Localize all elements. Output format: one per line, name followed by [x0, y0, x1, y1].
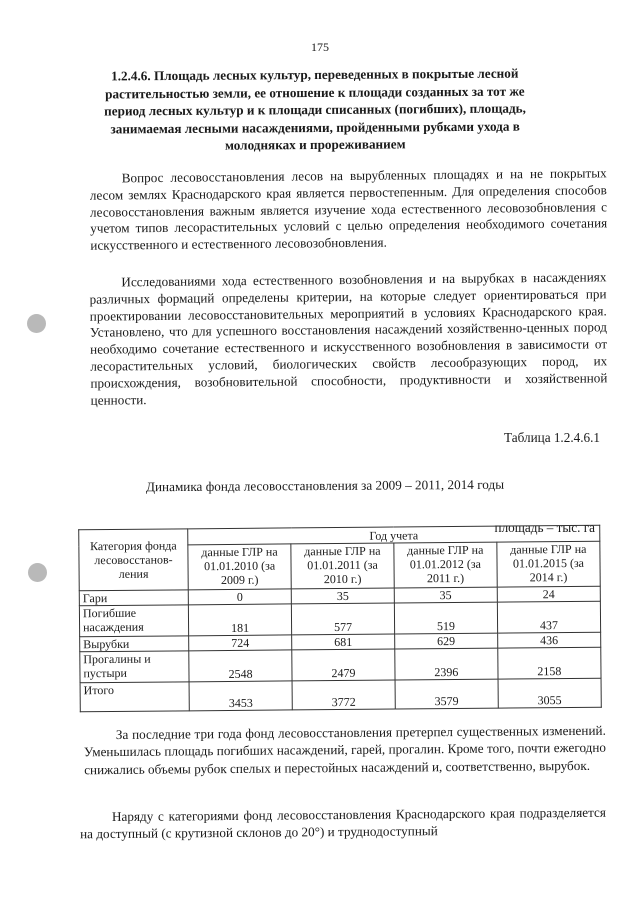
binder-hole-top	[27, 314, 46, 333]
paragraph-3: За последние три года фонд лесовосстановления претерпел существенных изменений. Уменьшилась площадь погибших насаждений, гарей, прогалин. Кроме того, почти ежегодно снижались объемы рубок спелых и перестойных насаждений и, соответственно, вырубок.	[83, 722, 607, 778]
table-cell: 629	[394, 633, 497, 649]
table-cell: 35	[291, 588, 394, 604]
column-header: данные ГЛР на 01.01.2012 (за 2011 г.)	[394, 542, 497, 588]
table-row	[79, 601, 600, 637]
table-cell: 35	[394, 587, 497, 603]
category-header: Категория фонда лесовосстанов-ления	[79, 529, 189, 591]
table-cell: 0	[188, 589, 291, 605]
row-label: Итого	[80, 682, 189, 712]
page-number: 175	[311, 40, 329, 54]
table-units: площадь – тыс. га	[494, 520, 595, 535]
year-header: Год учета	[188, 525, 600, 545]
column-header: данные ГЛР на 01.01.2010 (за 2009 г.)	[188, 544, 292, 590]
table-label: Таблица 1.2.4.6.1	[504, 430, 600, 445]
paragraph-1: Вопрос лесовосстановления лесов на вырубленных площадях и на не покрытых лесом землях Краснодарского края является первостепенным. Для определения способов лесовосстановления важным является изучение хода естественного лесовозобновления с учетом типов лесорастительных условий с целью определения необходимого сочетания искусственного и естественного лесовозобновления.	[89, 165, 608, 253]
table-cell: 2548	[189, 650, 292, 682]
column-header: данные ГЛР на 01.01.2011 (за 2010 г.)	[291, 543, 394, 589]
table-cell: 724	[189, 635, 292, 651]
table-cell: 3453	[189, 681, 292, 711]
paragraph-4: Наряду с категориями фонд лесовосстановления Краснодарского края подразделяется на доступный (с крутизной склонов до 20°) и труднодоступный	[80, 804, 606, 842]
row-label: Погибшие насаждения	[79, 605, 188, 637]
row-label: Гари	[79, 590, 188, 606]
row-label: Вырубки	[80, 636, 189, 652]
table-cell: 3579	[395, 679, 498, 709]
table-cell: 2396	[395, 648, 498, 680]
data-table	[78, 525, 602, 713]
table-cell: 681	[292, 634, 395, 650]
table-cell: 437	[497, 601, 600, 633]
column-header: данные ГЛР на 01.01.2015 (за 2014 г.)	[497, 541, 601, 587]
section-heading: 1.2.4.6. Площадь лесных культур, переведенных в покрытые лесной растительностью земли, ее отношение к площади созданных за тот же период лесных культур и к площади списанных (погибших), площадь, занимаемая лесными насаждениями, пройденными рубками ухода в молодняках и прореживанием	[104, 65, 526, 154]
row-label: Прогалины и пустыри	[80, 651, 189, 683]
table-cell: 577	[292, 603, 395, 635]
table-row-total	[80, 678, 601, 712]
table-caption: Динамика фонда лесовосстановления за 2009 – 2011, 2014 годы	[145, 476, 505, 495]
table-cell: 519	[394, 602, 497, 634]
table-cell: 24	[497, 586, 600, 602]
table-cell: 3055	[498, 678, 601, 708]
table-cell: 181	[188, 604, 291, 636]
table-row	[80, 647, 601, 683]
table-cell: 2158	[498, 647, 601, 679]
table-cell: 436	[497, 632, 600, 648]
table-cell: 2479	[292, 649, 395, 681]
binder-hole-bottom	[28, 563, 47, 582]
paragraph-2: Исследованиями хода естественного возобновления и на вырубках в насаждениях различных формаций определены критерии, на которые следует ориентироваться при проектировании лесовосстановительных мероприятий в условиях Краснодарского края. Установлено, что для успешного восстановления насаждений хозяйственно-ценных пород необходимо сочетание естественного и искусственного возобновления в зависимости от лесорастительных условий, биологических свойств лесообразующих пород, их происхождения, возобновительной способности, продуктивности и хозяйственной ценности.	[89, 269, 608, 408]
table-cell: 3772	[292, 680, 395, 710]
